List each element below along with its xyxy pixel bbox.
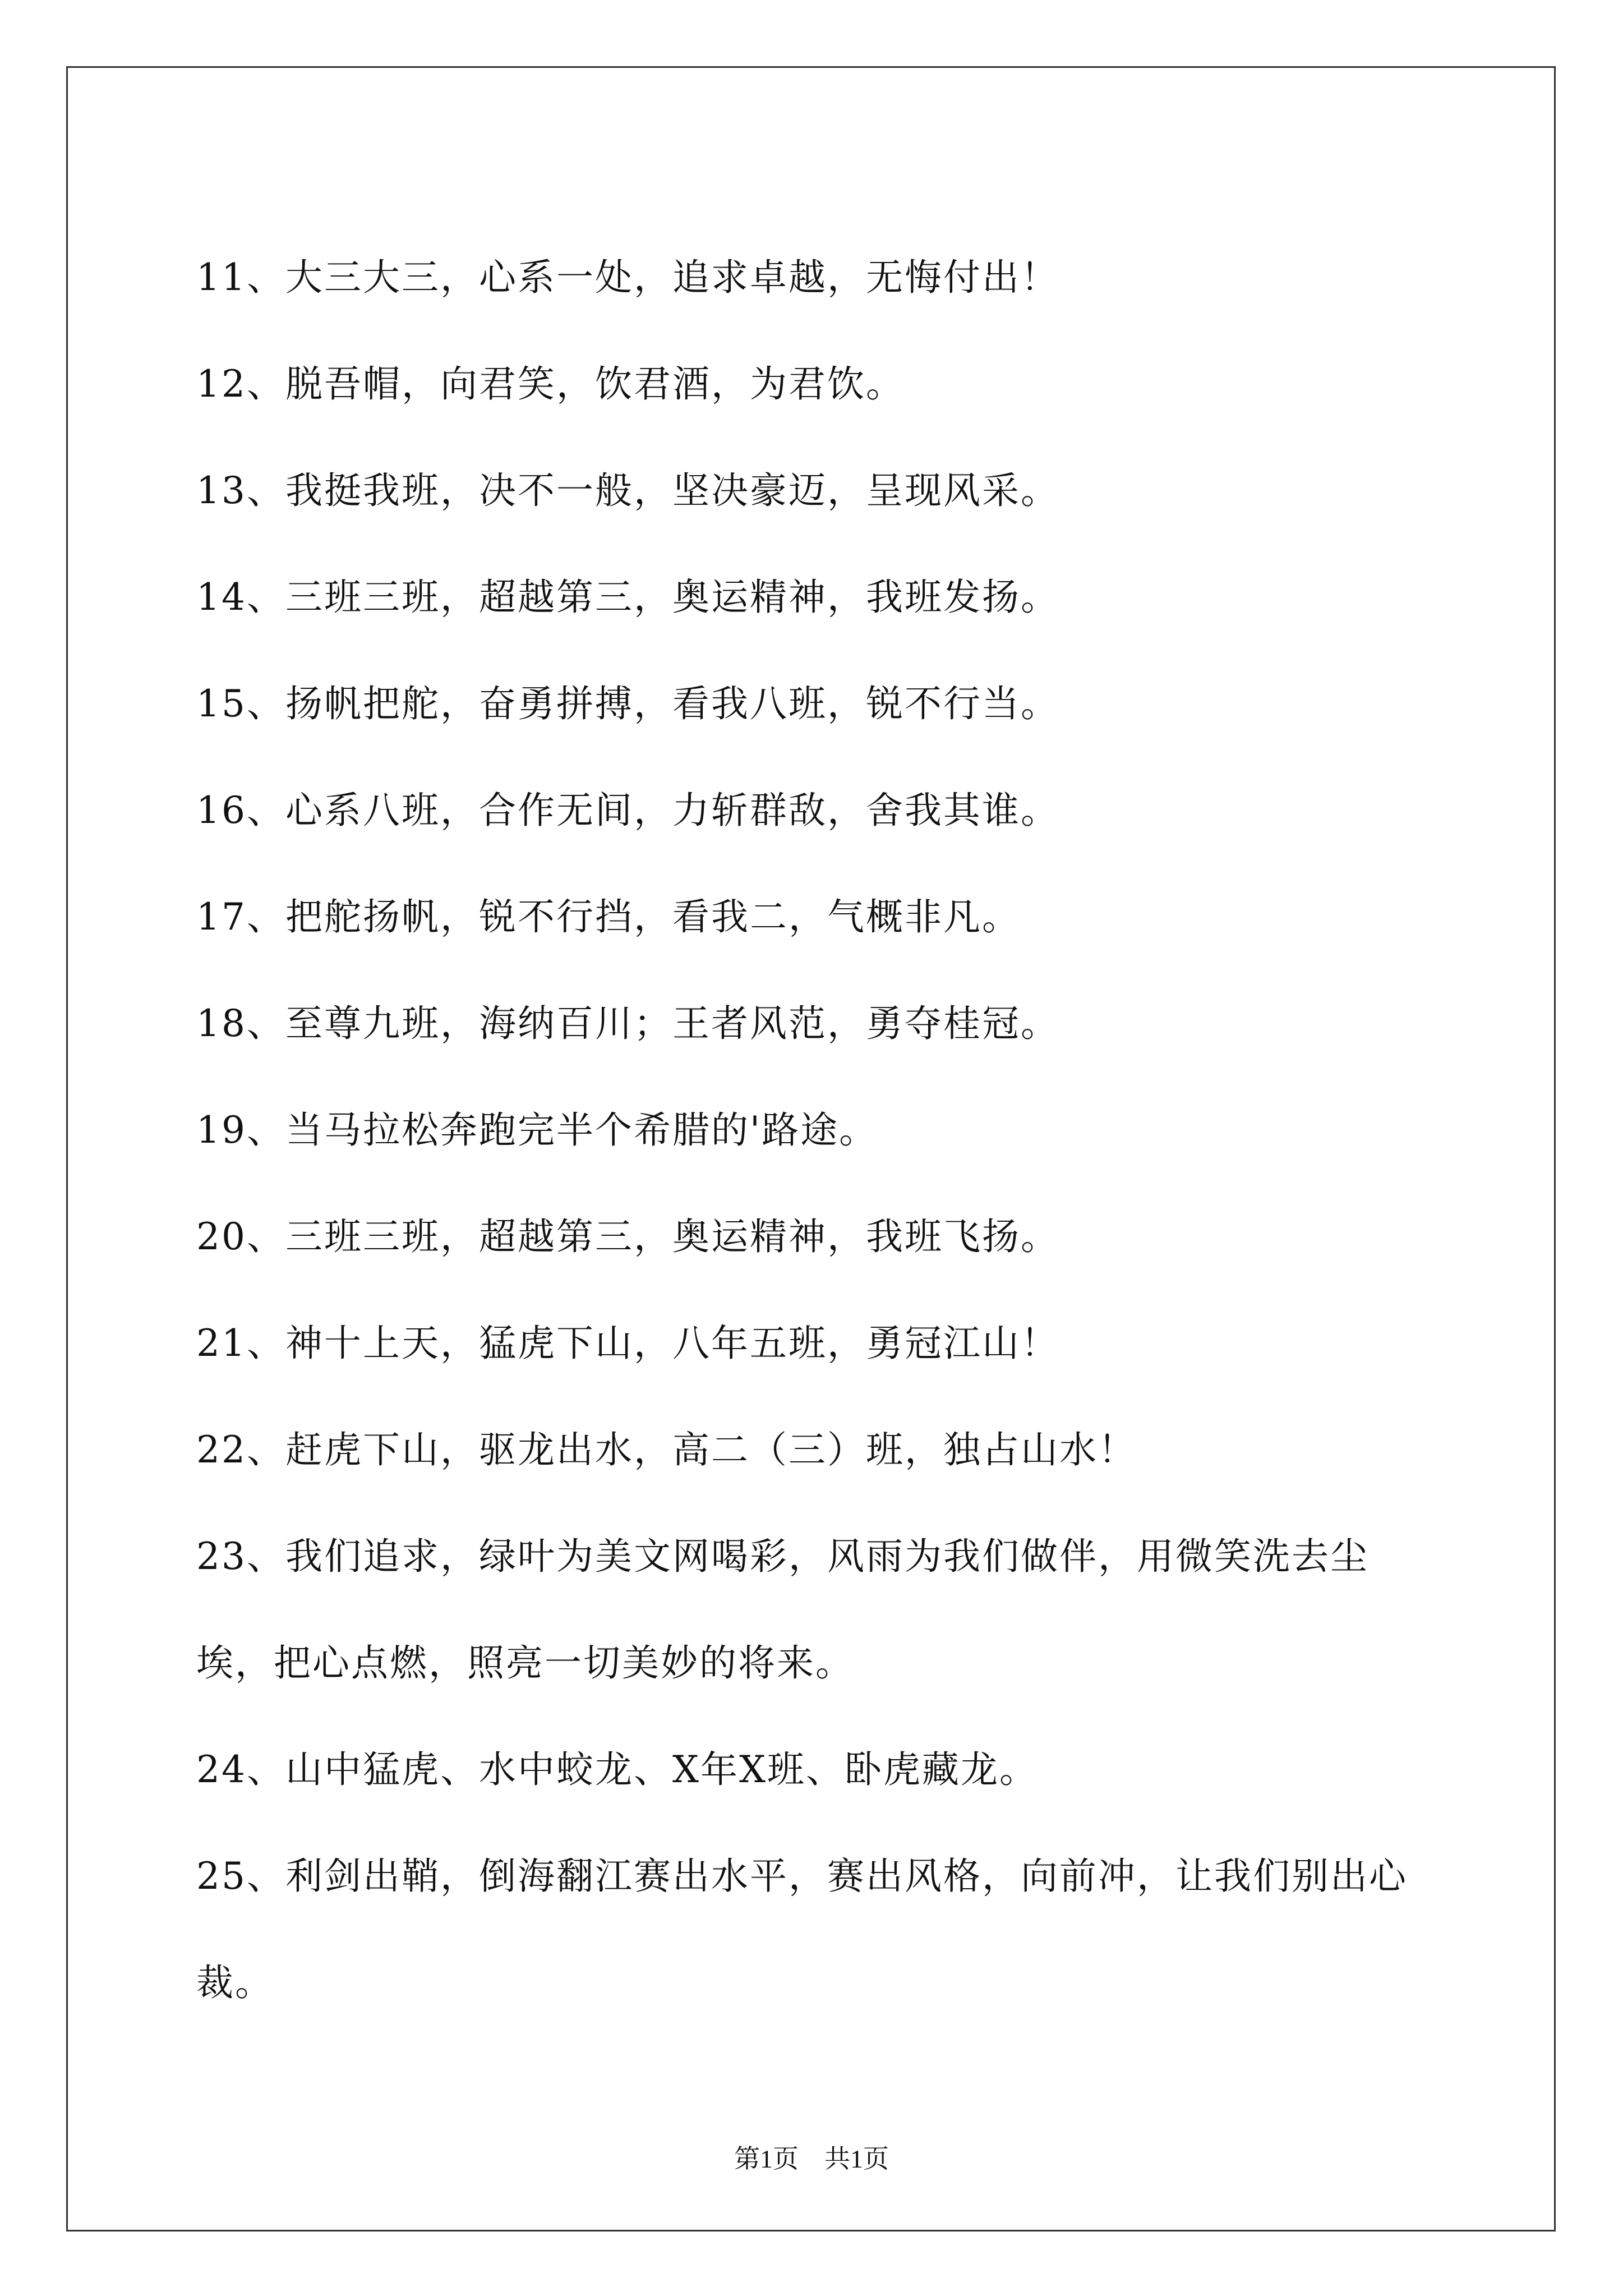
list-item: 15、扬帆把舵，奋勇拼搏，看我八班，锐不行当。	[196, 682, 1059, 725]
list-item: 14、三班三班，超越第三，奥运精神，我班发扬。	[196, 576, 1059, 619]
list-item: 12、脱吾帽，向君笑，饮君酒，为君饮。	[196, 362, 905, 406]
list-item: 18、至尊九班，海纳百川；王者风范，勇夺桂冠。	[196, 1002, 1059, 1045]
list-item: 22、赶虎下山，驱龙出水，高二（三）班，独占山水！	[196, 1428, 1137, 1471]
page-footer: 第1页 共1页	[734, 2145, 889, 2173]
list-item: 20、三班三班，超越第三，奥运精神，我班飞扬。	[196, 1215, 1059, 1258]
list-item: 24、山中猛虎、水中蛟龙、X年X班、卧虎藏龙。	[196, 1748, 1038, 1791]
list-item: 25、利剑出鞘，倒海翻江赛出水平，赛出风格，向前冲，让我们别出心裁。	[196, 1855, 1408, 2004]
list-item: 16、心系八班，合作无间，力斩群敌，舍我其谁。	[196, 789, 1059, 832]
document-body	[196, 224, 1441, 2036]
list-item: 19、当马拉松奔跑完半个希腊的'路途。	[196, 1108, 878, 1152]
list-item: 23、我们追求，绿叶为美文网喝彩，风雨为我们做伴，用微笑洗去尘埃，把心点燃，照亮一切美妙的将来。	[196, 1535, 1369, 1685]
list-item: 17、把舵扬帆，锐不行挡，看我二，气概非凡。	[196, 895, 1021, 938]
list-item: 13、我挺我班，决不一般，坚决豪迈，呈现风采。	[196, 469, 1059, 512]
list-item: 11、大三大三，心系一处，追求卓越，无悔付出！	[196, 256, 1059, 299]
list-item: 21、神十上天，猛虎下山，八年五班，勇冠江山！	[196, 1322, 1059, 1365]
